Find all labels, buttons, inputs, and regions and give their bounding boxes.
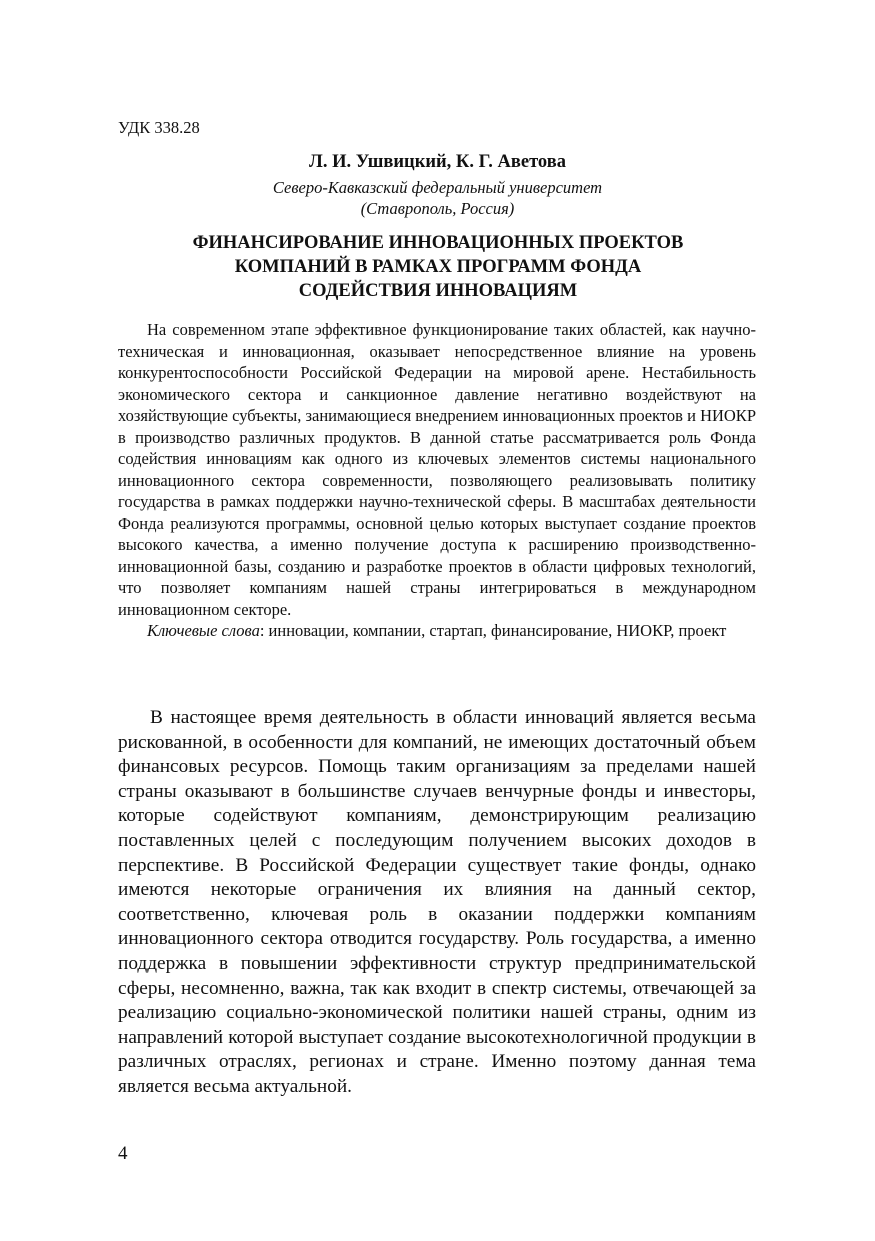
keywords-text: : инновации, компании, стартап, финансирование, НИОКР, проект	[259, 621, 727, 640]
title-line-2: КОМПАНИЙ В РАМКАХ ПРОГРАММ ФОНДА	[234, 257, 642, 277]
body-paragraph: В настоящее время деятельность в области инноваций является весьма рискованной, в особенности для компаний, не имеющих достаточный объем финансовых ресурсов. Помощь таким организациям за пределами нашей страны оказывают в большинстве случаев венчурные фонды и инвесторы, которые содействуют компаниям, демонстрирующим реализацию поставленных целей с последующим получением высоких доходов в перспективе. В Российской Федерации существует такие фонды, однако имеются некоторые ограничения их влияния на данный сектор, соответственно, ключевая роль в оказании поддержки компаниям инновационного сектора отводится государству. Роль государства, а именно поддержка в повышении эффективности структур предпринимательской сферы, несомненно, важна, так как входит в спектр системы, отвечающей за реализацию социально-экономической политики нашей страны, одним из направлений которой выступает создание высокотехнологичной продукции в различных отраслях, регионах и стране. Именно поэтому данная тема является весьма актуальной.	[118, 707, 756, 1097]
university: Северо-Кавказский федеральный университет	[272, 178, 603, 197]
article-title	[118, 231, 758, 303]
page-number: 4	[118, 1143, 128, 1164]
title-line-1: ФИНАНСИРОВАНИЕ ИННОВАЦИОННЫХ ПРОЕКТОВ	[192, 233, 684, 253]
authors: Л. И. Ушвицкий, К. Г. Аветова	[309, 152, 566, 172]
body-text	[118, 706, 756, 1100]
udk-code: УДК 338.28	[118, 118, 200, 137]
keywords	[118, 620, 756, 642]
affiliation	[0, 177, 875, 219]
abstract	[118, 319, 756, 642]
location: (Ставрополь, Россия)	[360, 199, 515, 218]
abstract-text: На современном этапе эффективное функционирование таких областей, как научно-техническая и инновационная, оказывает непосредственное влияние на уровень конкурентоспособности Российской Федерации на мировой арене. Нестабильность экономического сектора и санкционное давление негативно воздействуют на хозяйствующие субъекты, занимающиеся внедрением инновационных проектов и НИОКР в производство различных продуктов. В данной статье рассматривается роль Фонда содействия инновациям как одного из ключевых элементов системы национального инновационного сектора современности, позволяющего реализовывать политику государства в рамках поддержки научно-технической сферы. В масштабах деятельности Фонда реализуются программы, основной целью которых выступает создание проектов высокого качества, а именно получение доступа к расширению производственно-инновационной базы, созданию и разработке проектов в области цифровых технологий, что позволяет компаниям нашей страны интегрироваться в международном инновационном секторе.	[118, 320, 756, 619]
keywords-label: Ключевые слова	[147, 621, 260, 640]
title-line-3: СОДЕЙСТВИЯ ИННОВАЦИЯМ	[298, 281, 578, 301]
